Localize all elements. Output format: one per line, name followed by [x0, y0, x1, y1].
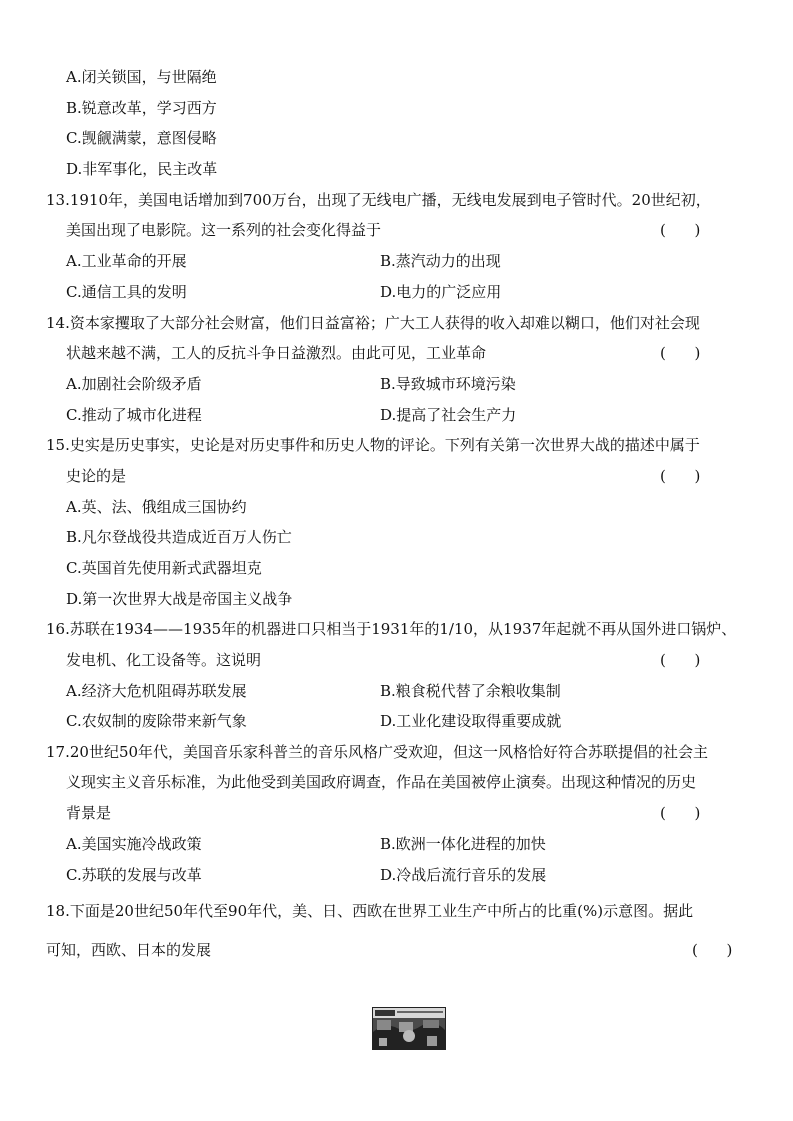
q13-stem-line1: 13.1910年，美国电话增加到700万台，出现了无线电广播，无线电发展到电子管时代。20世纪初，	[46, 191, 711, 209]
q15-option-b: B.凡尔登战役共造成近百万人伤亡	[66, 528, 292, 546]
q12-option-a: A.闭关锁国，与世隔绝	[66, 68, 217, 86]
q15-stem-line2: 史论的是	[66, 467, 127, 485]
q18-answer-bracket: ( )	[692, 941, 733, 959]
q13-option-d: D.电力的广泛应用	[380, 283, 502, 301]
q17-stem-line3: 背景是	[66, 804, 112, 822]
embedded-photo-image	[372, 1007, 446, 1050]
q14-answer-bracket: ( )	[660, 344, 701, 362]
q13-option-a: A.工业革命的开展	[66, 252, 187, 270]
q15-answer-bracket: ( )	[660, 467, 701, 485]
q17-option-c: C.苏联的发展与改革	[66, 866, 202, 884]
q17-option-d: D.冷战后流行音乐的发展	[380, 866, 547, 884]
q16-option-a: A.经济大危机阻碍苏联发展	[66, 682, 247, 700]
q13-stem-line2: 美国出现了电影院。这一系列的社会变化得益于	[66, 221, 382, 239]
q14-option-d: D.提高了社会生产力	[380, 406, 517, 424]
q14-stem-line1: 14.资本家攫取了大部分社会财富，他们日益富裕；广大工人获得的收入却难以糊口，他们对社会现	[46, 314, 700, 332]
q17-stem-line1: 17.20世纪50年代，美国音乐家科普兰的音乐风格广受欢迎，但这一风格恰好符合苏联提倡的社会主	[46, 743, 709, 761]
q15-option-d: D.第一次世界大战是帝国主义战争	[66, 590, 293, 608]
q16-option-b: B.粮食税代替了余粮收集制	[380, 682, 561, 700]
q14-option-a: A.加剧社会阶级矛盾	[66, 375, 202, 393]
q16-stem-line2: 发电机、化工设备等。这说明	[66, 651, 262, 669]
q15-stem-line1: 15.史实是历史事实，史论是对历史事件和历史人物的评论。下列有关第一次世界大战的描述中属于	[46, 436, 700, 454]
q15-option-c: C.英国首先使用新式武器坦克	[66, 559, 262, 577]
q15-option-a: A.英、法、俄组成三国协约	[66, 498, 247, 516]
q16-stem-line1: 16.苏联在1934——1935年的机器进口只相当于1931年的1/10，从1937年起就不再从国外进口锅炉、	[46, 620, 737, 638]
q12-option-c: C.觊觎满蒙，意图侵略	[66, 129, 217, 147]
q14-stem-line2: 状越来越不满，工人的反抗斗争日益激烈。由此可见，工业革命	[66, 344, 487, 362]
q14-option-c: C.推动了城市化进程	[66, 406, 202, 424]
q16-option-d: D.工业化建设取得重要成就	[380, 712, 562, 730]
q17-answer-bracket: ( )	[660, 804, 701, 822]
q17-option-a: A.美国实施冷战政策	[66, 835, 202, 853]
q13-option-c: C.通信工具的发明	[66, 283, 187, 301]
q18-stem-line1: 18.下面是20世纪50年代至90年代，美、日、西欧在世界工业生产中所占的比重(%)示意图。据此	[46, 902, 694, 920]
q17-stem-line2: 义现实主义音乐标准，为此他受到美国政府调查，作品在美国被停止演奏。出现这种情况的历史	[66, 773, 697, 791]
q17-option-b: B.欧洲一体化进程的加快	[380, 835, 546, 853]
q12-option-d: D.非军事化，民主改革	[66, 160, 218, 178]
q14-option-b: B.导致城市环境污染	[380, 375, 516, 393]
q18-stem-line2: 可知，西欧、日本的发展	[46, 941, 212, 959]
q12-option-b: B.锐意改革，学习西方	[66, 99, 217, 117]
q13-answer-bracket: ( )	[660, 221, 701, 239]
q16-answer-bracket: ( )	[660, 651, 701, 669]
photo-illustration	[373, 1008, 445, 1049]
q13-option-b: B.蒸汽动力的出现	[380, 252, 501, 270]
q16-option-c: C.农奴制的废除带来新气象	[66, 712, 247, 730]
